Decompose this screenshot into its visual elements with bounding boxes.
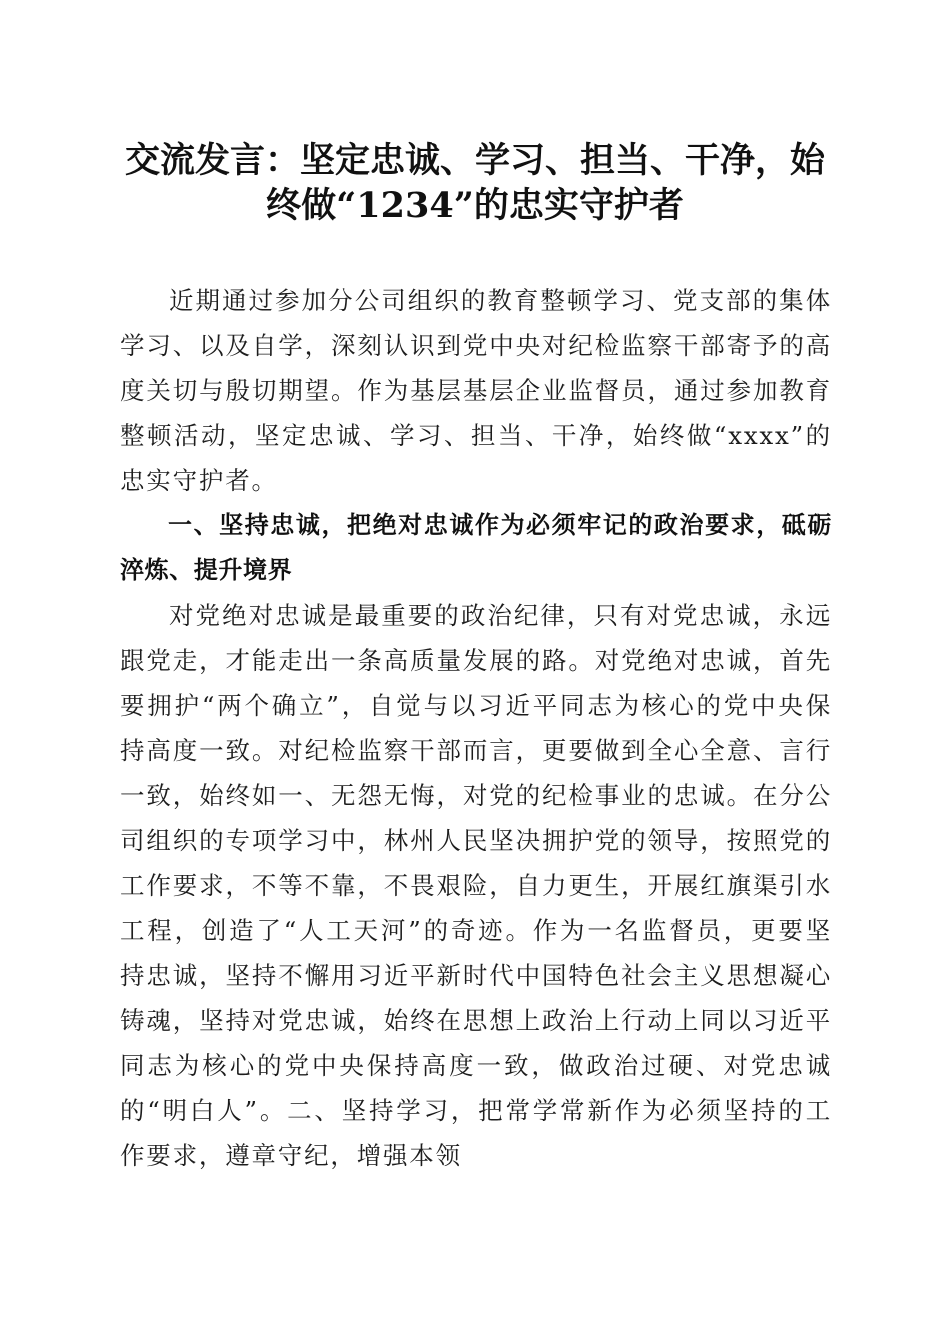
intro-paragraph: 近期通过参加分公司组织的教育整顿学习、党支部的集体学习、以及自学，深刻认识到党中央对纪检监察干部寄予的高度关切与殷切期望。作为基层基层企业监督员，通过参加教育整顿活动，坚定忠诚、学习、担当、干净，始终做“xxxx”的忠实守护者。 [120, 286, 832, 495]
section-1-paragraph: 对党绝对忠诚是最重要的政治纪律，只有对党忠诚，永远跟党走，才能走出一条高质量发展的路。对党绝对忠诚，首先要拥护“两个确立”，自觉与以习近平同志为核心的党中央保持高度一致。对纪检监察干部而言，更要做到全心全意、言行一致，始终如一、无怨无悔，对党的纪检事业的忠诚。在分公司组织的专项学习中，林州人民坚决拥护党的领导，按照党的工作要求，不等不靠，不畏艰险，自力更生，开展红旗渠引水工程，创造了“人工天河”的奇迹。作为一名监督员，更要坚持忠诚，坚持不懈用习近平新时代中国特色社会主义思想凝心铸魂，坚持对党忠诚，始终在思想上政治上行动上同以习近平同志为核心的党中央保持高度一致，做政治过硬、对党忠诚的“明白人”。二、坚持学习，把常学常新作为必须坚持的工作要求，遵章守纪，增强本领 [120, 601, 832, 1170]
section-1-heading: 一、坚持忠诚，把绝对忠诚作为必须牢记的政治要求，砥砺淬炼、提升境界 [120, 511, 832, 584]
title-line-2: 终做“1234”的忠实守护者 [266, 185, 684, 226]
document-body [120, 278, 832, 1178]
title-line-1: 交流发言：坚定忠诚、学习、担当、干净，始 [124, 140, 825, 181]
document-title [100, 138, 850, 228]
